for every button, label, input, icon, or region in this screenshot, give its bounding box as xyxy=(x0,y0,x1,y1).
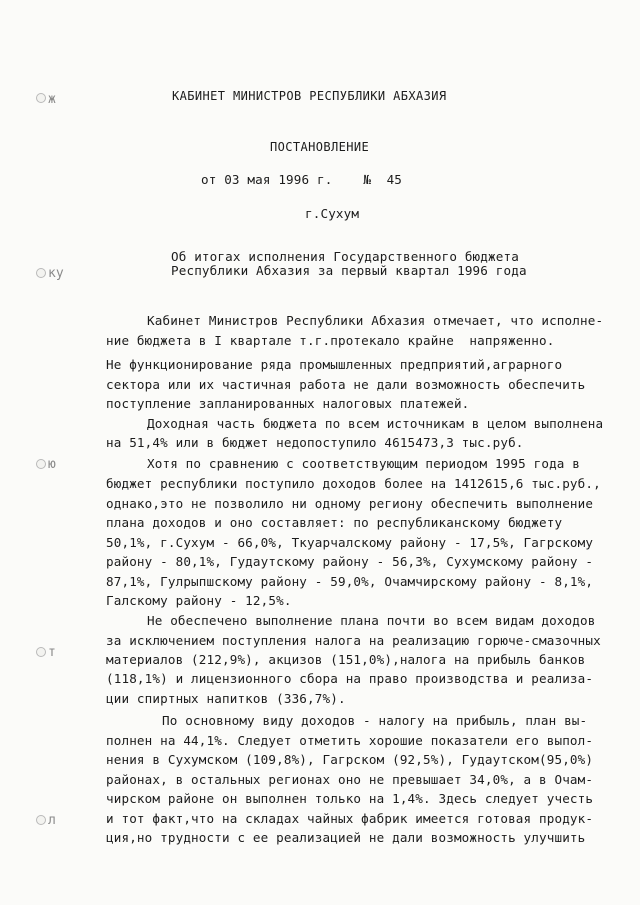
body-line: Хотя по сравнению с соответствующим периодом 1995 года в xyxy=(147,456,580,471)
body-line: чирском районе он выполнен только на 1,4%. Здесь следует учесть xyxy=(106,791,594,806)
body-line: за исключением поступления налога на реализацию горюче-смазочных xyxy=(106,633,601,648)
binding-hole xyxy=(36,268,46,278)
body-line: Кабинет Министров Республики Абхазия отмечает, что исполне- xyxy=(147,313,604,328)
body-line: Галскому району - 12,5%. xyxy=(106,593,292,608)
city-line: г.Сухум xyxy=(305,206,360,221)
body-line: ние бюджета в I квартале т.г.протекало крайне напряженно. xyxy=(106,333,555,348)
cabinet-heading: КАБИНЕТ МИНИСТРОВ РЕСПУБЛИКИ АБХАЗИЯ xyxy=(172,89,447,103)
document-title-line-1: Об итогах исполнения Государственного бюджета xyxy=(171,249,519,264)
margin-mark: ж xyxy=(48,92,56,107)
body-line: (118,1%) и лицензионного сбора на право производства и реализа- xyxy=(106,671,594,686)
body-line: сектора или их частичная работа не дали возможность обеспечить xyxy=(106,377,586,392)
binding-hole xyxy=(36,93,46,103)
binding-hole xyxy=(36,647,46,657)
body-line: району - 80,1%, Гудаутскому району - 56,3%, Сухумскому району - xyxy=(106,554,594,569)
margin-mark: ю xyxy=(48,457,56,472)
body-line: 87,1%, Гулрыпшскому району - 59,0%, Очамчирскому району - 8,1%, xyxy=(106,574,594,589)
body-line: на 51,4% или в бюджет недопоступило 4615473,3 тыс.руб. xyxy=(106,435,524,450)
body-line: материалов (212,9%), акцизов (151,0%),налога на прибыль банков xyxy=(106,652,586,667)
body-line: районах, в остальных регионах оно не превышает 34,0%, а в Очам- xyxy=(106,772,594,787)
body-line: полнен на 44,1%. Следует отметить хорошие показатели его выпол- xyxy=(106,733,594,748)
margin-mark: ку xyxy=(48,266,64,281)
margin-mark: л xyxy=(48,813,56,828)
body-line: ции спиртных напитков (336,7%). xyxy=(106,691,346,706)
document-title-line-2: Республики Абхазия за первый квартал 1996 года xyxy=(171,263,527,278)
body-line: поступление запланированных налоговых платежей. xyxy=(106,396,470,411)
binding-hole xyxy=(36,459,46,469)
body-line: Не функционирование ряда промышленных предприятий,аграрного xyxy=(106,357,563,372)
body-line: бюджет республики поступило доходов более на 1412615,6 тыс.руб., xyxy=(106,476,601,491)
body-line: Доходная часть бюджета по всем источникам в целом выполнена xyxy=(147,416,604,431)
body-line: однако,это не позволило ни одному региону обеспечить выполнение xyxy=(106,496,594,511)
body-line: Не обеспечено выполнение плана почти во всем видам доходов xyxy=(147,613,596,628)
decree-date-number: от 03 мая 1996 г. № 45 xyxy=(201,172,403,187)
body-line: 50,1%, г.Сухум - 66,0%, Ткуарчалскому району - 17,5%, Гагрскому xyxy=(106,535,594,550)
body-line: нения в Сухумском (109,8%), Гагрском (92,5%), Гудаутском(95,0%) xyxy=(106,752,594,767)
binding-hole xyxy=(36,815,46,825)
document-type: ПОСТАНОВЛЕНИЕ xyxy=(270,140,370,154)
body-line: плана доходов и оно составляет: по республиканскому бюджету xyxy=(106,515,563,530)
body-line: и тот факт,что на складах чайных фабрик имеется готовая продук- xyxy=(106,811,594,826)
margin-mark: т xyxy=(48,645,56,660)
body-line: По основному виду доходов - налогу на прибыль, план вы- xyxy=(162,713,588,728)
body-line: ция,но трудности с ее реализацией не дали возможность улучшить xyxy=(106,830,586,845)
